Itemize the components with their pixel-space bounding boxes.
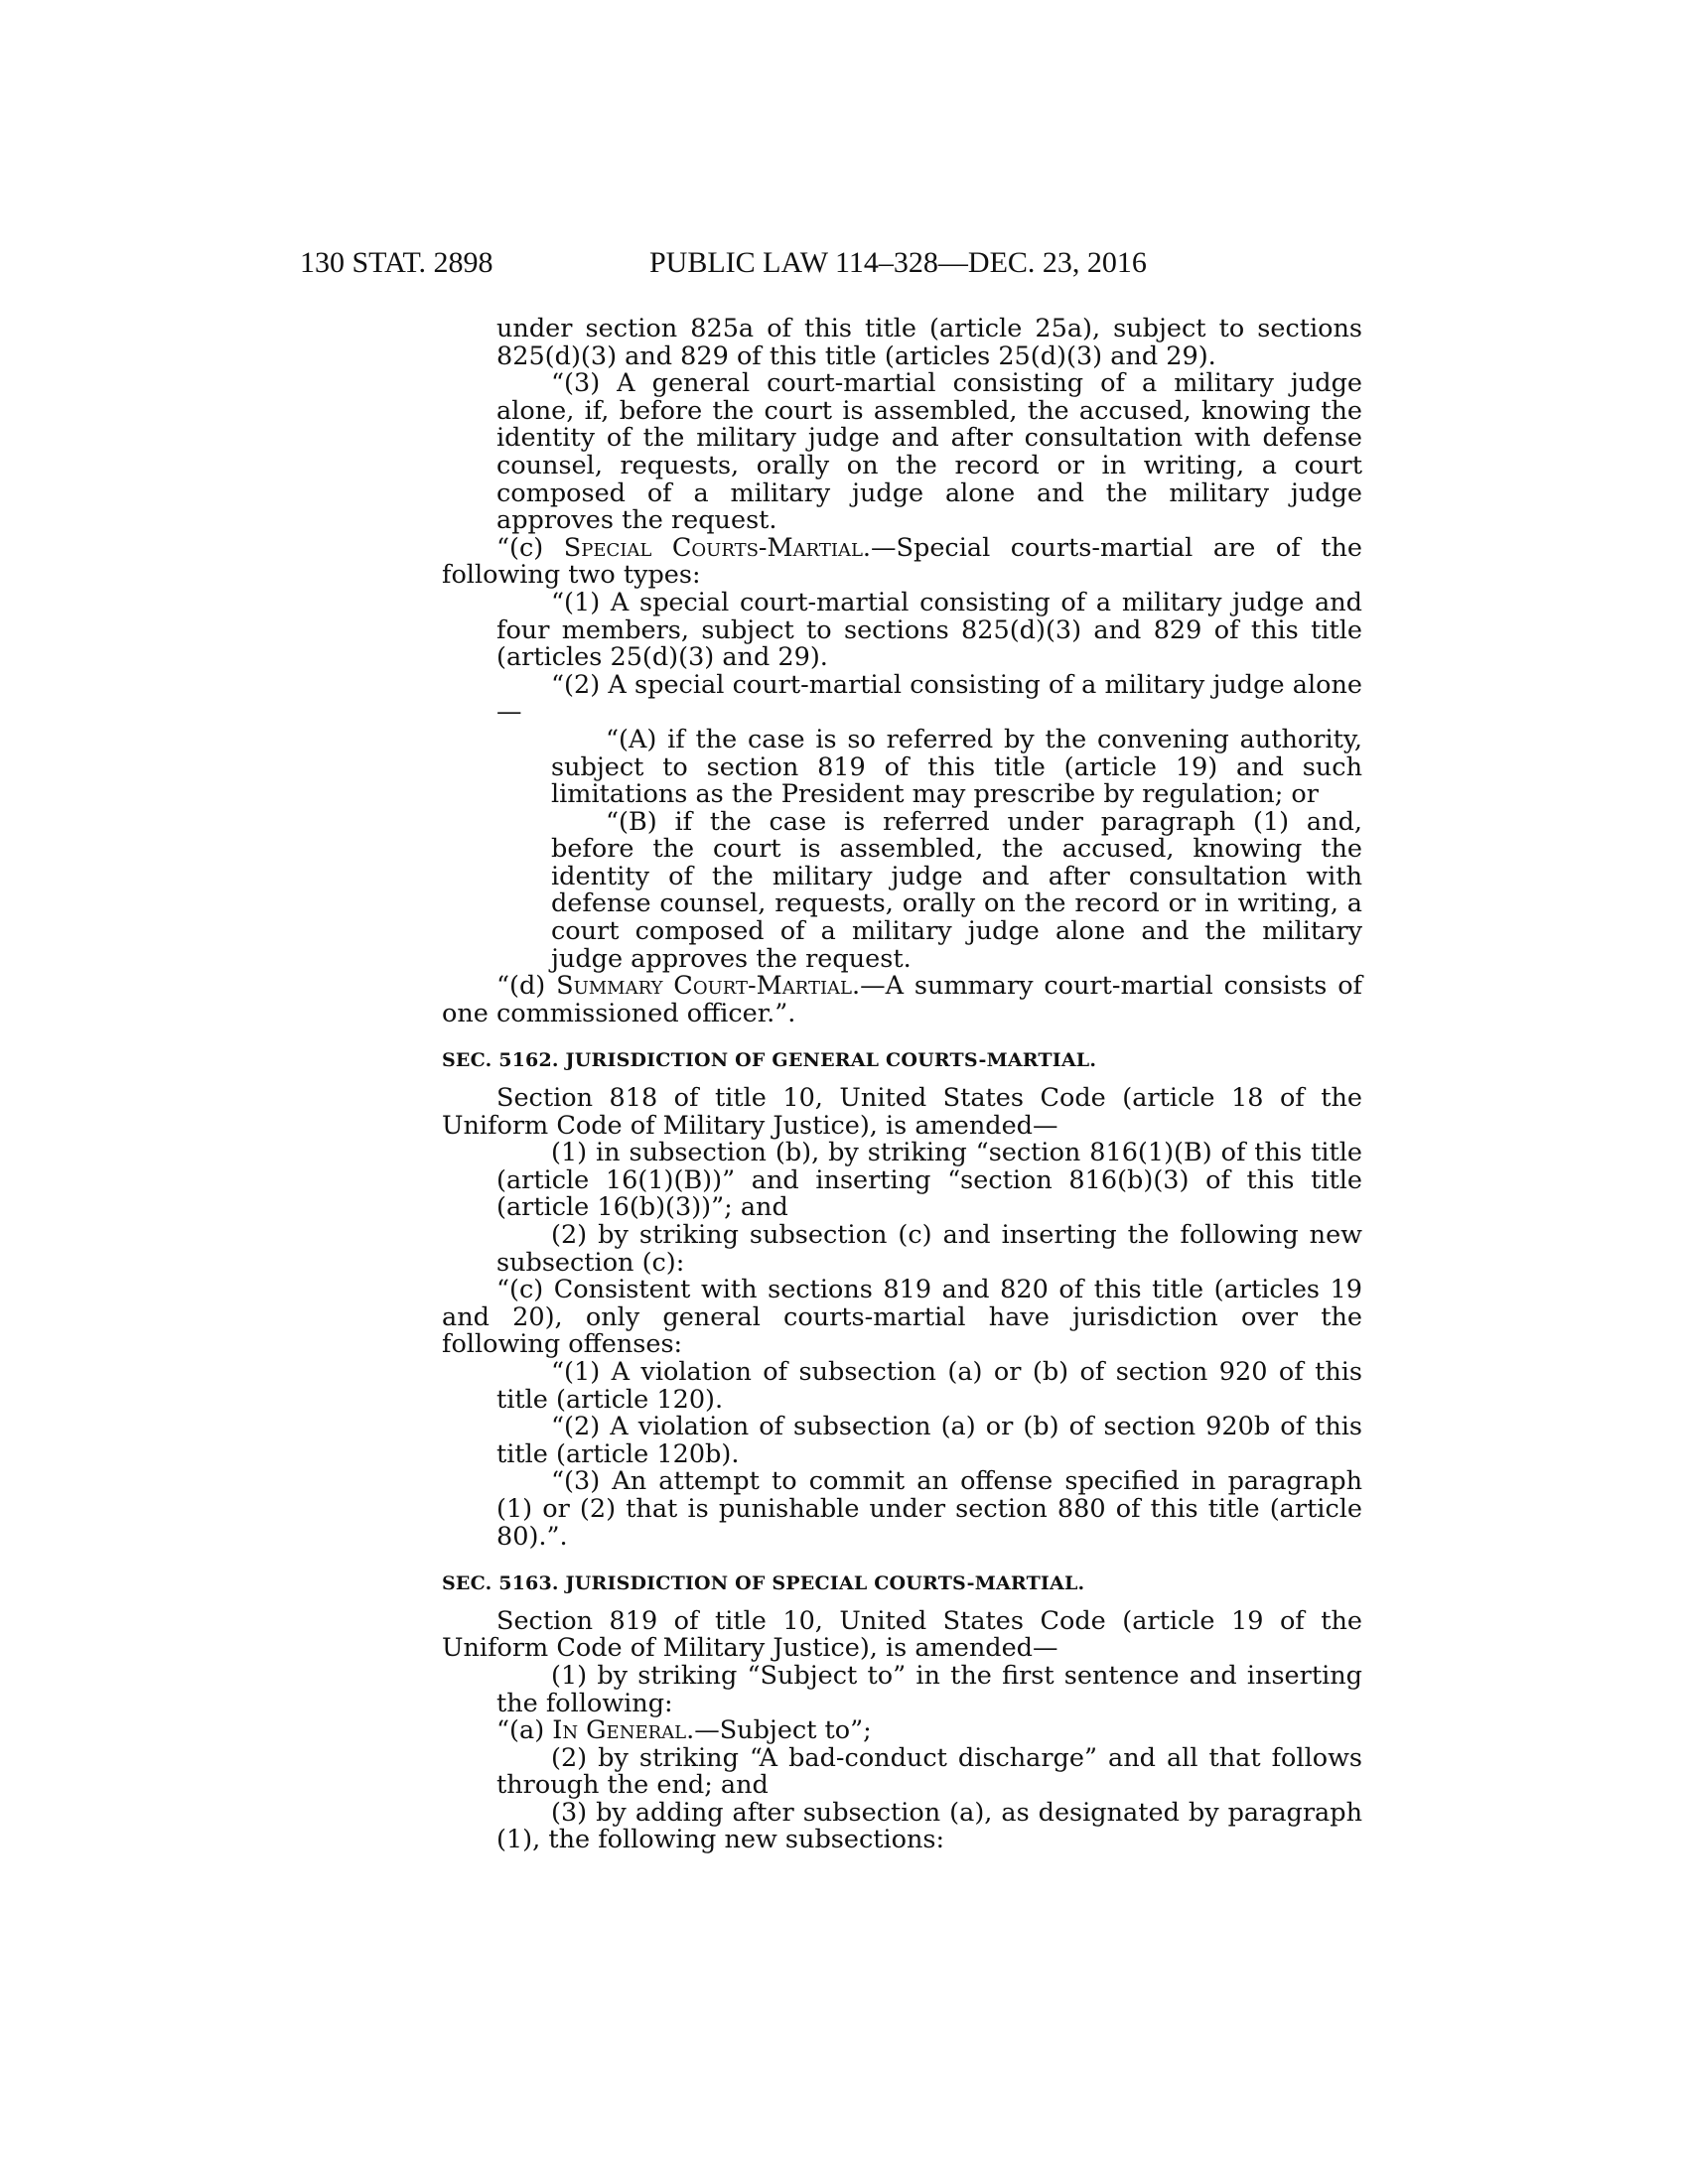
paragraph-amendment-2: (2) by striking “A bad-conduct discharge” and all that follows through the end; and — [496, 1742, 1362, 1801]
public-law-reference: PUBLIC LAW 114–328—DEC. 23, 2016 — [649, 246, 1147, 279]
paragraph-special-court-martial-judge-alone: “(2) A special court-martial consisting of a military judge alone— — [496, 669, 1362, 728]
paragraph-general-court-martial-judge-alone: “(3) A general court-martial consisting of a military judge alone, if, before the court is assembled, the accused, knowing the identity of the military judge and after consultation with defense counsel, requests, orally on the record or in writing, a court composed of a military judge alone and the military judge approves the request. — [496, 368, 1362, 536]
paragraph-amendment-2: (2) by striking subsection (c) and inserting the following new subsection (c): — [496, 1220, 1362, 1278]
paragraph-amendment-1: (1) in subsection (b), by striking “section 816(1)(B) of this title (article 16(1)(B))” and inserting “section 816(b)(3) of this title (article 16(b)(3))”; and — [496, 1138, 1362, 1223]
paragraph-amendment-3: (3) by adding after subsection (a), as designated by paragraph (1), the following new subsections: — [496, 1797, 1362, 1855]
document-body — [442, 314, 1363, 1855]
paragraph-section-819-intro: Section 819 of title 10, United States Code (article 19 of the Uniform Code of Military Justice), is amended— — [442, 1605, 1362, 1664]
subsection-prefix: “(c) — [496, 532, 564, 563]
paragraph-section-818-intro: Section 818 of title 10, United States Code (article 18 of the Uniform Code of Military Justice), is amended— — [442, 1083, 1362, 1141]
paragraph-offense-1: “(1) A violation of subsection (a) or (b) of section 920 of this title (article 120). — [496, 1356, 1362, 1415]
subsection-text: —A summary court-martial consists of one commissioned officer.”. — [442, 971, 1362, 1028]
paragraph-amendment-1: (1) by striking “Subject to” in the first sentence and inserting the following: — [496, 1660, 1362, 1718]
subsection-prefix: “(a) — [496, 1715, 553, 1746]
subsection-heading: In General. — [552, 1715, 695, 1746]
paragraph-in-general — [496, 1717, 1362, 1745]
page-header — [0, 246, 1688, 286]
subparagraph-b: “(B) if the case is referred under paragraph (1) and, before the court is assembled, the accused, knowing the identity of the military judge and after consultation with defense counsel, requests, orally on the record or in writing, a court composed of a military judge alone and the military judge approves the request. — [551, 806, 1362, 974]
subsection-prefix: “(d) — [496, 971, 557, 1002]
section-heading-5162: SEC. 5162. JURISDICTION OF GENERAL COURTS-MARTIAL. — [442, 1049, 1097, 1072]
subparagraph-a: “(A) if the case is so referred by the convening authority, subject to section 819 of this title (article 19) and such limitations as the President may prescribe by regulation; or — [551, 724, 1362, 810]
statute-page-reference: 130 STAT. 2898 — [300, 246, 493, 279]
paragraph-offense-2: “(2) A violation of subsection (a) or (b) of section 920b of this title (article 120b). — [496, 1412, 1362, 1469]
subsection-heading: Special Courts-Martial. — [563, 532, 872, 563]
subsection-text: —Subject to”; — [694, 1715, 872, 1746]
subsection-heading: Summary Court-Martial. — [556, 971, 861, 1002]
paragraph-continuation: under section 825a of this title (article 25a), subject to sections 825(d)(3) and 829 of this title (articles 25(d)(3) and 29). — [496, 314, 1362, 371]
paragraph-summary-court-martial — [442, 973, 1362, 1027]
section-heading-5163: SEC. 5163. JURISDICTION OF SPECIAL COURTS-MARTIAL. — [442, 1572, 1085, 1595]
subsection-text: —Special courts-martial are of the following two types: — [442, 532, 1363, 591]
paragraph-special-court-martial-four-members: “(1) A special court-martial consisting of a military judge and four members, subject to sections 825(d)(3) and 829 of this title (articles 25(d)(3) and 29). — [496, 587, 1362, 673]
paragraph-offense-3: “(3) An attempt to commit an offense specified in paragraph (1) or (2) that is punishable under section 880 of this title (article 80).”. — [496, 1466, 1362, 1552]
paragraph-special-courts-martial — [442, 532, 1363, 591]
paragraph-new-subsection-c: “(c) Consistent with sections 819 and 820 of this title (articles 19 and 20), only general courts-martial have jurisdiction over the following offenses: — [442, 1275, 1362, 1360]
